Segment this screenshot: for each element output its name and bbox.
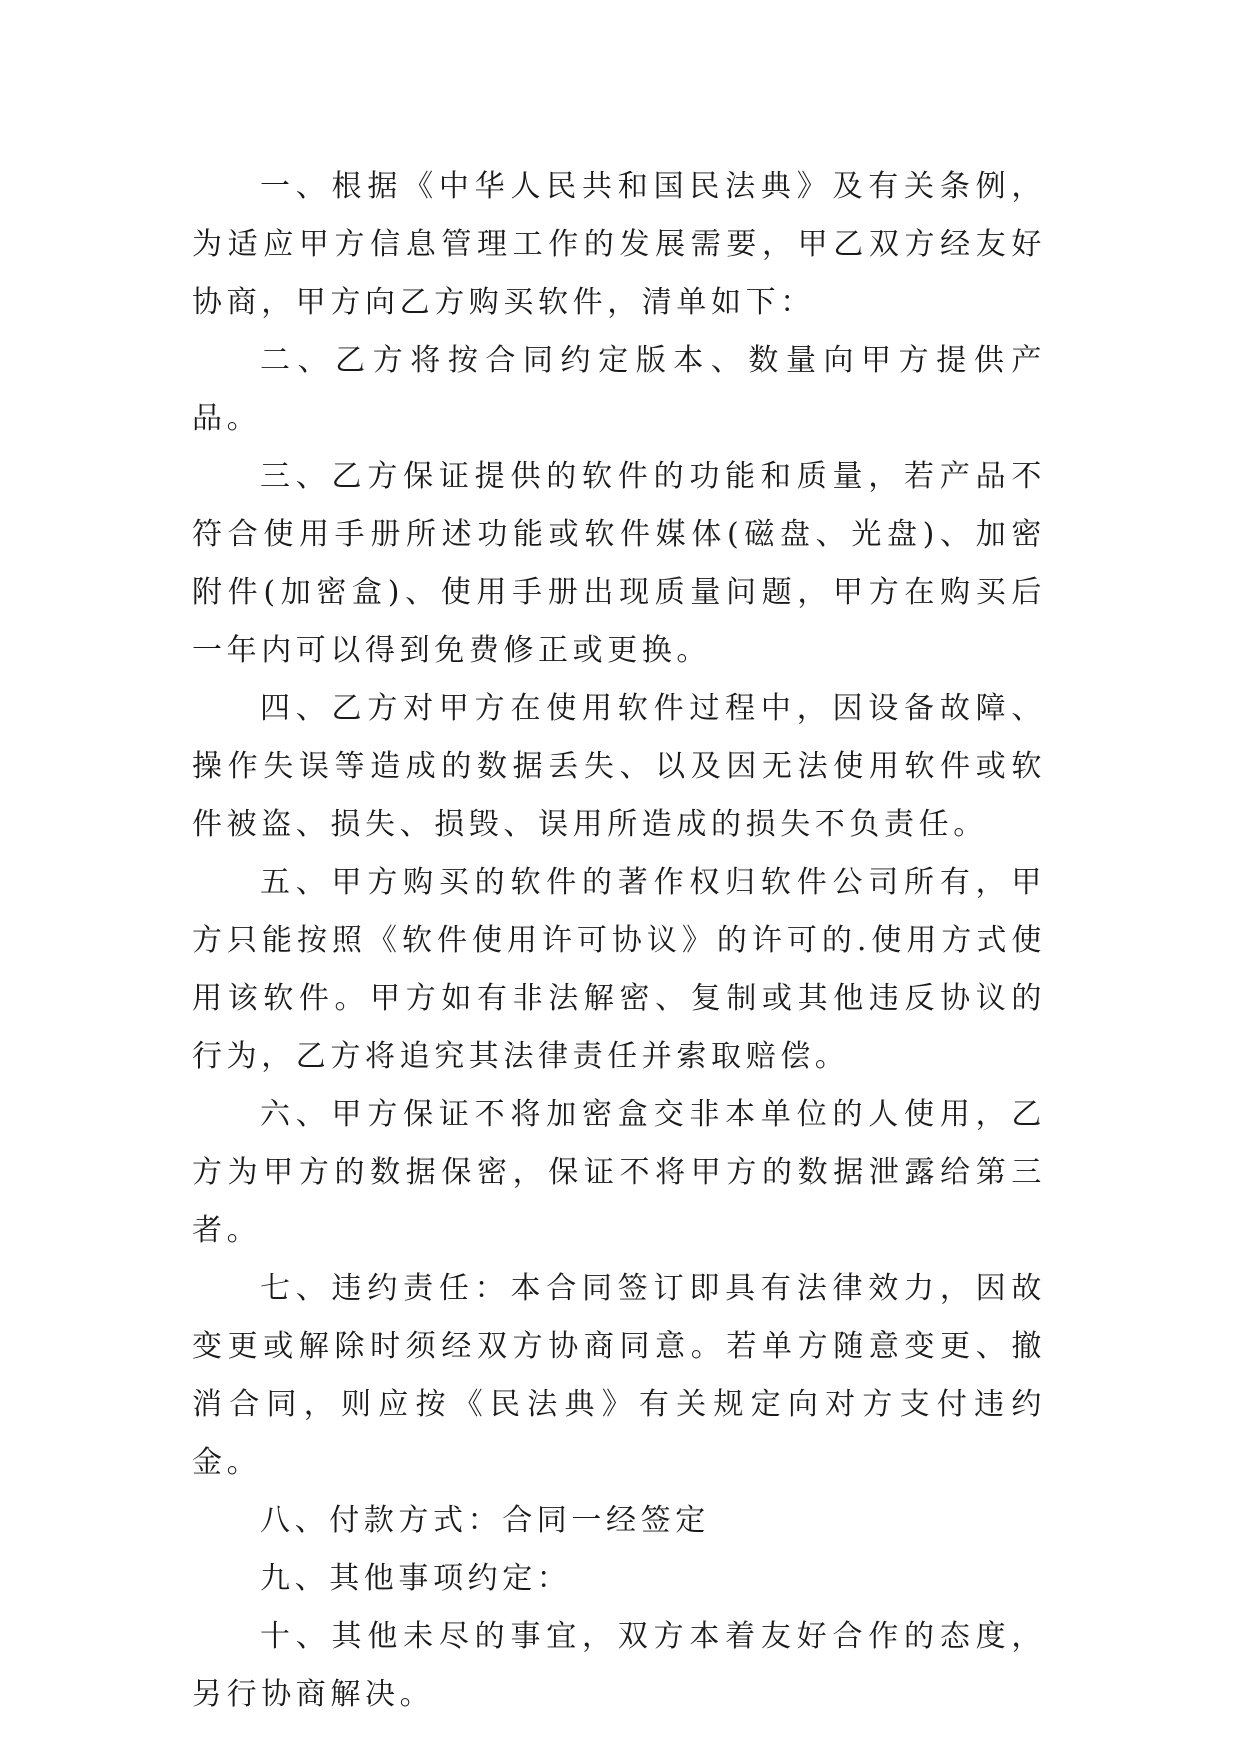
clause-1: 一、根据《中华人民共和国民法典》及有关条例，为适应甲方信息管理工作的发展需要，甲乙双方经友好协商，甲方向乙方购买软件，清单如下： <box>192 169 1046 320</box>
clause-7: 七、违约责任：本合同签订即具有法律效力，因故变更或解除时须经双方协商同意。若单方随意变更、撤消合同，则应按《民法典》有关规定向对方支付违约金。 <box>192 1271 1046 1480</box>
clause-8: 八、付款方式：合同一经签定 <box>260 1503 710 1538</box>
clause-4: 四、乙方对甲方在使用软件过程中，因设备故障、操作失误等造成的数据丢失、以及因无法使用软件或软件被盗、损失、损毁、误用所造成的损失不负责任。 <box>192 691 1046 842</box>
contract-body <box>192 158 1046 1724</box>
clause-5: 五、甲方购买的软件的著作权归软件公司所有，甲方只能按照《软件使用许可协议》的许可的.使用方式使用该软件。甲方如有非法解密、复制或其他违反协议的行为，乙方将追究其法律责任并索取赔偿。 <box>192 865 1046 1074</box>
clause-10: 十、其他未尽的事宜，双方本着友好合作的态度，另行协商解决。 <box>192 1619 1046 1712</box>
clause-6: 六、甲方保证不将加密盒交非本单位的人使用，乙方为甲方的数据保密，保证不将甲方的数据泄露给第三者。 <box>192 1097 1046 1248</box>
clause-3: 三、乙方保证提供的软件的功能和质量，若产品不符合使用手册所述功能或软件媒体(磁盘、光盘)、加密附件(加密盒)、使用手册出现质量问题，甲方在购买后一年内可以得到免费修正或更换。 <box>192 459 1046 668</box>
clause-2: 二、乙方将按合同约定版本、数量向甲方提供产品。 <box>192 343 1046 436</box>
clause-9: 九、其他事项约定： <box>260 1561 572 1596</box>
